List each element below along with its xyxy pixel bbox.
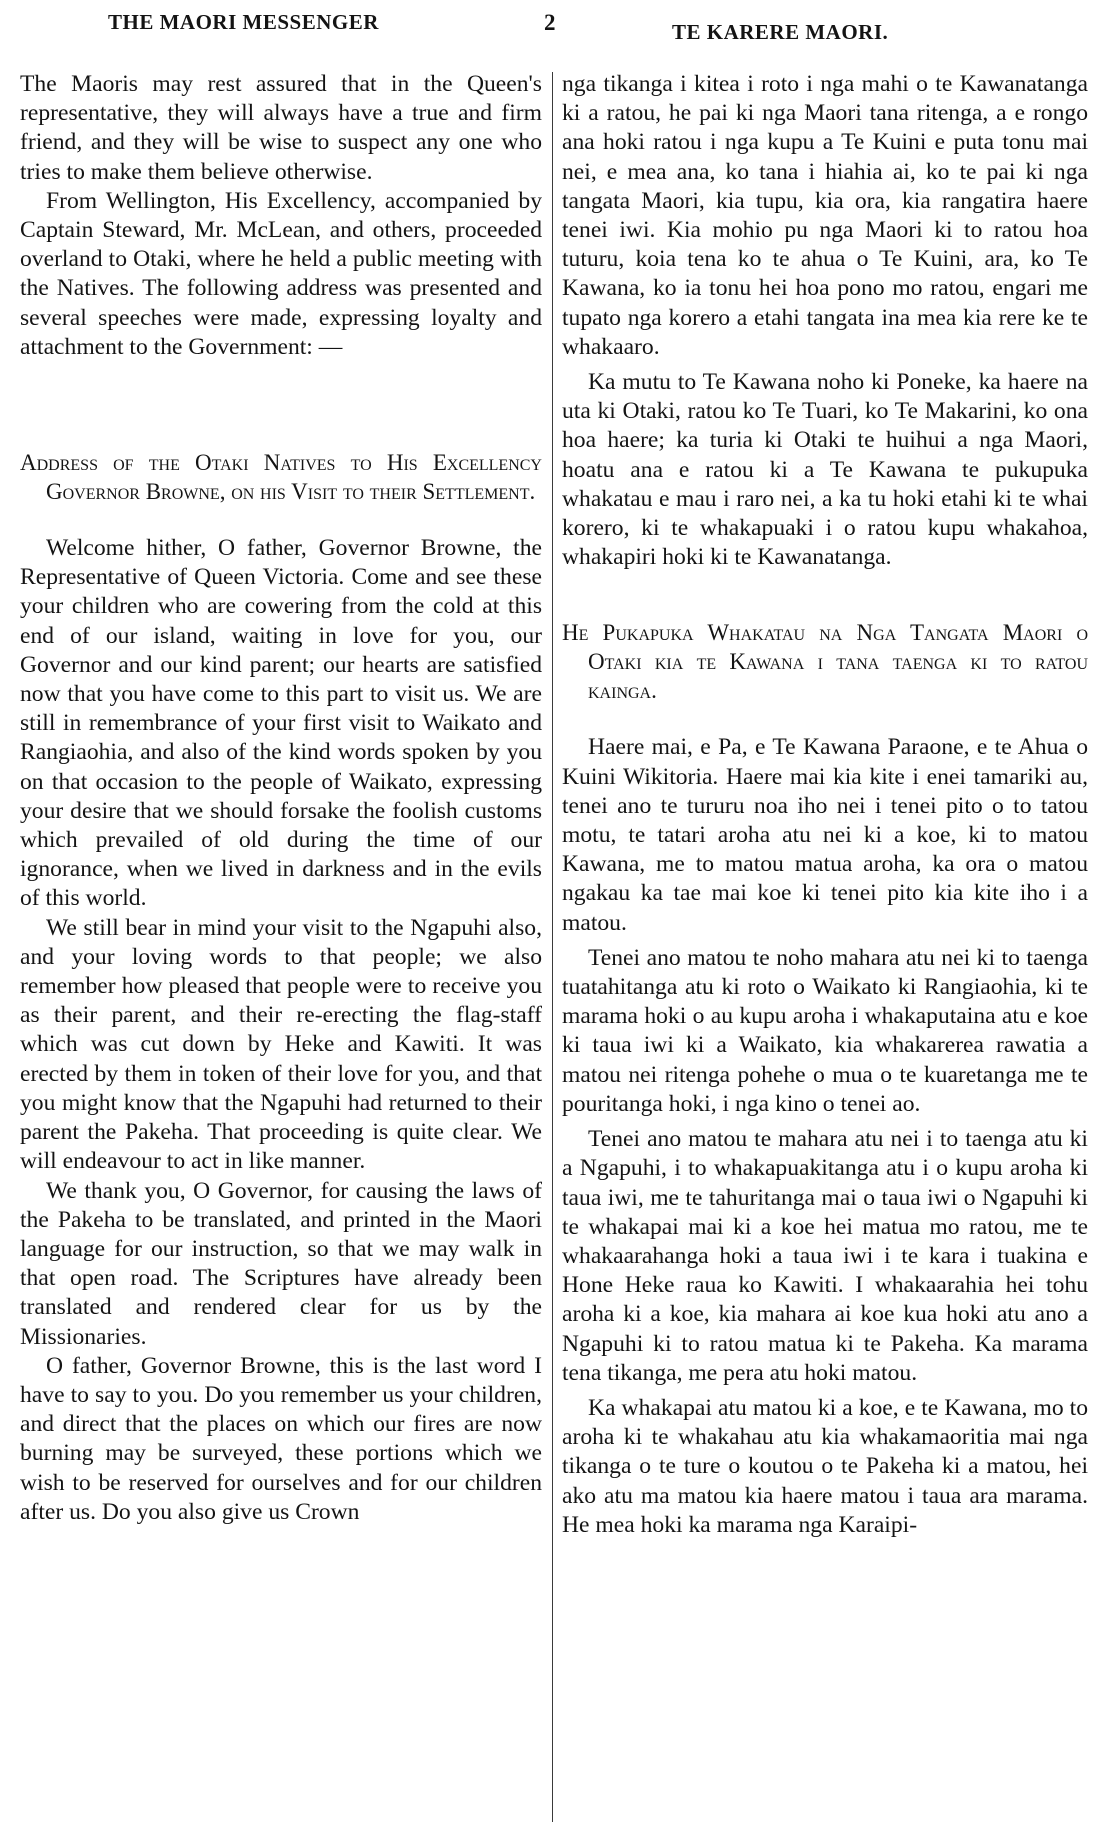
paragraph: nga tikanga i kitea i roto i nga mahi o te Kawanatanga ki a ratou, he pai ki nga Maori tana ritenga, a e rongo ana hoki ratou i nga kupu a Te Kuini e puta tonu mai nei, e mea ana, ko tana i hiahia ai, ko te pai ki nga tangata Maori, kia tupu, kia ora, kia rangatira haere tenei iwi. Kia mohio pu nga Maori ki to ratou hoa tuturu, koia tena ko te ahua o Te Kuini, ara, ko Te Kawana, ko ia tonu hei hoa pono mo ratou, engari me tupato nga korero a etahi tangata ina mea kia rere ke te whakaaro. xyxy=(562,71,1088,360)
spacer xyxy=(562,705,1088,733)
paragraph: O father, Governor Browne, this is the last word I have to say to you. Do you remember us your children, and direct that the places on which our fires are now burning may be surveyed, these portions which we wish to be reserved for ourselves and for our children after us. Do you also give us Crown xyxy=(20,1352,542,1525)
header-maori-title: TE KARERE MAORI. xyxy=(672,20,889,44)
header-english-title: THE MAORI MESSENGER xyxy=(108,10,379,34)
spacer xyxy=(20,506,542,534)
address-heading: He Pukapuka Whakatau na Nga Tangata Maori o Otaki kia te Kawana i tana taenga ki to ratou kainga. xyxy=(562,620,1088,704)
paragraph: From Wellington, His Excellency, accompanied by Captain Steward, Mr. McLean, and others, proceeded overland to Otaki, where he held a public meeting with the Natives. The following address was presented and several speeches were made, expressing loyalty and attachment to the Government: — xyxy=(20,187,542,360)
paragraph: We thank you, O Governor, for causing the laws of the Pakeha to be translated, and printed in the Maori language for our instruction, so that we may walk in that open road. The Scriptures have already been translated and rendered clear for us by the Missionaries. xyxy=(20,1177,542,1350)
address-heading: Address of the Otaki Natives to His Excellency Governor Browne, on his Visit to their Settlement. xyxy=(20,450,542,505)
paragraph: Welcome hither, O father, Governor Browne, the Representative of Queen Victoria. Come and see these your children who are cowering from the cold at this end of our island, waiting in love for you, our Governor and our kind parent; our hearts are satisfied now that you have come to this part to visit us. We are still in remembrance of your first visit to Waikato and Rangiaohia, and also of the kind words spoken by you on that occasion to the people of Waikato, expressing your desire that we should forsake the foolish customs which prevailed of old during the time of our ignorance, when we lived in darkness and in the evils of this world. xyxy=(20,535,542,912)
paragraph: Ka mutu to Te Kawana noho ki Poneke, ka haere na uta ki Otaki, ratou ko Te Tuari, ko Te Makarini, ko ona hoa haere; ka turia ki Otaki te huihui a nga Maori, hoatu ana e ratou ki a Te Kawana te pukupuka whakatau e mau i raro nei, a ka tu hoki etahi ki te whai korero, ki te whakapuaki i o ratou kupu whakahoa, whakapiri hoki ki te Kawanatanga. xyxy=(562,369,1088,571)
column-divider xyxy=(552,72,553,1822)
english-column xyxy=(20,70,542,1527)
paragraph: The Maoris may rest assured that in the Queen's representative, they will always have a true and firm friend, and they will be wise to suspect any one who tries to make them believe otherwise. xyxy=(20,71,542,185)
spacer xyxy=(562,572,1088,618)
paragraph: Ka whakapai atu matou ki a koe, e te Kawana, mo to aroha ki te whakahau atu kia whakamaoritia mai nga tikanga o te ture o koutou o te Pakeha ki a matou, hei ako atu ma matou kia haere matou i taua ara marama. He mea hoki ka marama nga Karaipi- xyxy=(562,1394,1088,1538)
page-header xyxy=(0,6,1114,46)
paragraph: Tenei ano matou te mahara atu nei i to taenga atu ki a Ngapuhi, i to whakapuakitanga atu i o kupu aroha ki taua iwi, me te tahuritanga mai o taua iwi o Ngapuhi ki te whakapai mai ki a koe hei matua mo ratou, me te whakaarahanga hoki a taua iwi i te kara i tuakina e Hone Heke raua ko Kawiti. I whakaarahia hei tohu aroha ki a koe, kia mahara ai koe kua hoki atu ano a Ngapuhi ki to ratou matua ki te Pakeha. Ka marama tena tikanga, me pera atu hoki matou. xyxy=(562,1126,1088,1386)
page-number: 2 xyxy=(544,10,556,35)
maori-column xyxy=(562,70,1088,1540)
paragraph: We still bear in mind your visit to the Ngapuhi also, and your loving words to that people; we also remember how pleased that people were to receive you as their parent, and their re-erecting the flag-staff which was cut down by Heke and Kawiti. It was erected by them in token of their love for you, and that you might know that the Ngapuhi had returned to their parent the Pakeha. That proceeding is quite clear. We will endeavour to act in like manner. xyxy=(20,914,542,1175)
paragraph: Tenei ano matou te noho mahara atu nei ki to taenga tuatahitanga atu ki roto o Waikato ki Rangiaohia, ki te marama hoki o au kupu aroha i whakaputaina atu e koe ki taua iwi ki a Waikato, kia whakarerea rawatia a matou nei ritenga pohehe o mua o te kuaretanga me te pouritanga hoki, i nga kino o tenei ao. xyxy=(562,944,1088,1117)
paragraph: Haere mai, e Pa, e Te Kawana Paraone, e te Ahua o Kuini Wikitoria. Haere mai kia kite i enei tamariki au, tenei ano te tururu noa iho nei i tenei pito o to tatou motu, te tatari aroha atu nei ki a koe, ki to matou Kawana, me to matou matua aroha, ka ora o matou ngakau ka tae mai koe ki tenei pito kia kite iho i a matou. xyxy=(562,734,1088,936)
spacer xyxy=(20,362,542,448)
